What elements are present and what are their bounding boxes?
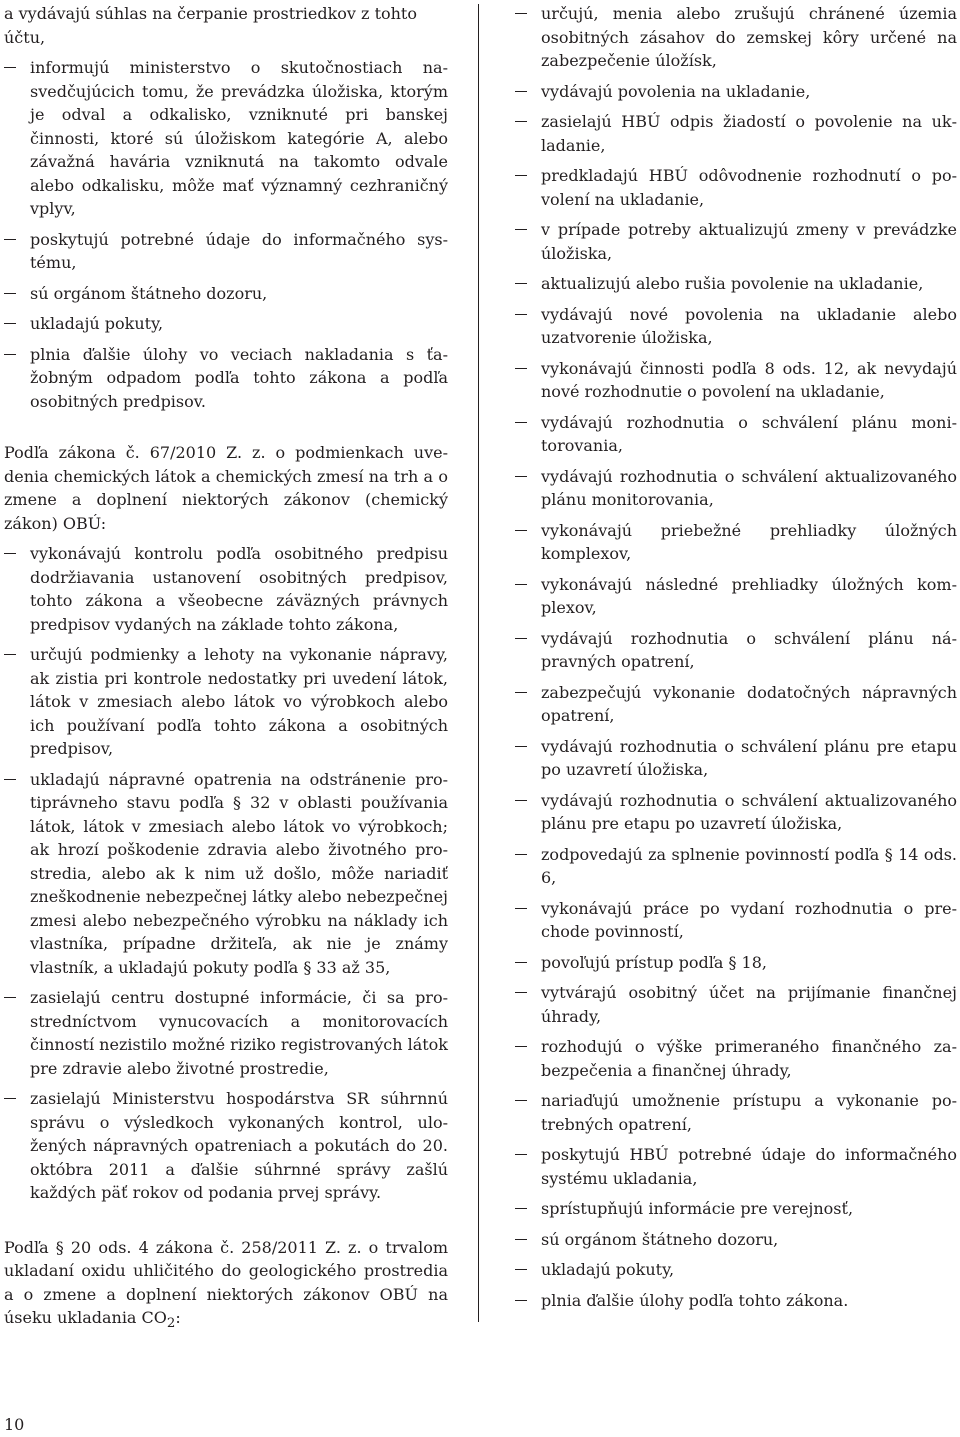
list-item-text: predkladajú HBÚ odôvodnenie rozhodnutí o povolení na ukladanie, xyxy=(541,166,957,209)
list-item-text: nariaďujú umožnenie prístupu a vykonanie potrebných opatrení, xyxy=(541,1091,957,1134)
list-item-text: určujú podmienky a lehoty na vykonanie nápravy, ak zistia pri kontrole nedostatky pri uvedení látok, látok v zmesiach alebo látok vo výrobkoch alebo ich používaní podľa tohto zákona a osobitných predpisov, xyxy=(30,645,448,758)
list-item xyxy=(515,218,957,265)
left-column xyxy=(4,2,448,1336)
dash-bullet xyxy=(515,1154,527,1155)
list-item xyxy=(515,1258,957,1282)
dash-bullet xyxy=(4,323,16,324)
list-item xyxy=(4,343,448,414)
list-item xyxy=(515,1228,957,1252)
list-item-text: vykonávajú priebežné prehliadky úložných komplexov, xyxy=(541,520,957,563)
list-item xyxy=(515,411,957,458)
dash-bullet xyxy=(515,175,527,176)
dash-bullet xyxy=(515,314,527,315)
list-item xyxy=(515,735,957,782)
list-item-text: vydávajú rozhodnutia o schválení plánu pre etapu po uzavretí úložiska, xyxy=(541,736,957,779)
list-item-text: plnia ďalšie úlohy podľa tohto zákona. xyxy=(541,1290,849,1310)
dash-bullet xyxy=(515,422,527,423)
list-item-text: zasielajú Ministerstvu hospodárstva SR súhrnnú správu o výsledkoch vykonaných kontrol, uložených nápravných opatreniach a pokutách do 20. októbra 2011 a ďalšie súhrnné správy zašlú každých päť rokov od podania prvej správy. xyxy=(30,1089,448,1202)
dash-bullet xyxy=(515,638,527,639)
list-item xyxy=(4,768,448,980)
dash-bullet xyxy=(515,283,527,284)
list-item xyxy=(4,228,448,275)
dash-bullet xyxy=(4,779,16,780)
dash-bullet xyxy=(515,992,527,993)
list-item-text: vykonávajú kontrolu podľa osobitného predpisu dodržiavania ustanovení osobitných predpisov, tohto zákona a všeobecne záväzných právnych predpisov vydaných na základe tohto zákona, xyxy=(30,544,448,634)
list-item-text: poskytujú potrebné údaje do informačného systému, xyxy=(30,229,448,272)
list-item-text: poskytujú HBÚ potrebné údaje do informačného systému ukladania, xyxy=(541,1145,957,1188)
list-item-text: ukladajú pokuty, xyxy=(30,314,164,333)
dash-bullet xyxy=(4,354,16,355)
list-item xyxy=(515,1035,957,1082)
list-item xyxy=(515,1089,957,1136)
dash-bullet xyxy=(515,1208,527,1209)
list-item-text: ukladajú nápravné opatrenia na odstránenie protiprávneho stavu podľa § 32 v oblasti používania látok, látok v zmesiach alebo látok vo výrobkoch; ak hrozí poškodenie zdravia alebo životného prostredia, alebo ak k nim už došlo, môže nariadiť zneškodnenie nebezpečnej látky alebo nebezpečnej zmesi alebo nebezpečného výrobku na náklady ich vlastníka, prípadne držiteľa, ak nie je známy vlastník, a ukladajú pokuty podľa § 33 až 35, xyxy=(30,769,448,977)
dash-bullet xyxy=(515,962,527,963)
dash-bullet xyxy=(515,368,527,369)
dash-bullet xyxy=(515,476,527,477)
list-item-text: vydávajú rozhodnutia o schválení aktualizovaného plánu pre etapu po uzavretí úložiska, xyxy=(541,790,957,833)
list-item xyxy=(4,1087,448,1205)
dash-bullet xyxy=(515,1300,527,1301)
list-item xyxy=(4,542,448,636)
list-item xyxy=(515,465,957,512)
list-item-text: v prípade potreby aktualizujú zmeny v prevádzke úložiska, xyxy=(541,220,957,263)
list-item-text: informujú ministerstvo o skutočnostiach nasvedčujúcich tomu, že prevádzka úložiska, ktorým je odval a odkalisko, vzniknuté pri banskej činnosti, ktoré sú úložiskom kategórie A, alebo závažná havária vzniknutá na takomto odvale alebo odkalisku, môže mať významný cezhraničný vplyv, xyxy=(30,58,448,218)
list-item xyxy=(515,1289,957,1313)
page-number: 10 xyxy=(4,1415,25,1434)
list-item xyxy=(515,303,957,350)
list-item-text: vytvárajú osobitný účet na prijímanie finančnej úhrady, xyxy=(541,983,957,1026)
list-item-text: ukladajú pokuty, xyxy=(541,1260,675,1279)
dash-bullet xyxy=(515,121,527,122)
paragraph-chemical-act: Podľa zákona č. 67/2010 Z. z. o podmienkach uvedenia chemických látok a chemických zmesí na trh a o zmene a doplnení niektorých zákonov (chemický zákon) OBÚ: xyxy=(4,443,448,533)
list-item-text: určujú, menia alebo zrušujú chránené územia osobitných zásahov do zemskej kôry určené na zabezpečenie úložísk, xyxy=(541,4,957,70)
dash-bullet xyxy=(515,692,527,693)
list-item xyxy=(515,897,957,944)
paragraph-co2-text: Podľa § 20 ods. 4 zákona č. 258/2011 Z. z. o trvalom ukladaní oxidu uhličitého do geologického prostredia a o zmene a doplnení niektorých zákonov OBÚ na úseku ukladania CO xyxy=(4,1237,448,1327)
list-item xyxy=(4,282,448,306)
obligations-list-3 xyxy=(515,2,957,1312)
list-item xyxy=(515,110,957,157)
list-item xyxy=(515,357,957,404)
dash-bullet xyxy=(515,13,527,14)
dash-bullet xyxy=(515,1239,527,1240)
dash-bullet xyxy=(515,91,527,92)
dash-bullet xyxy=(515,530,527,531)
list-item xyxy=(515,627,957,674)
dash-bullet xyxy=(515,854,527,855)
list-item-text: zasielajú centru dostupné informácie, či sa prostredníctvom vynucovacích a monitorovacích činností nezistilo možné riziko registrovaných látok pre zdravie alebo životné prostredie, xyxy=(30,988,448,1078)
dash-bullet xyxy=(4,67,16,68)
list-item xyxy=(515,951,957,975)
dash-bullet xyxy=(515,1100,527,1101)
list-item-text: zabezpečujú vykonanie dodatočných nápravných opatrení, xyxy=(541,682,957,725)
paragraph-co2-act xyxy=(4,1236,448,1336)
dash-bullet xyxy=(515,584,527,585)
list-item xyxy=(4,986,448,1080)
obligations-list-1 xyxy=(4,56,448,413)
list-item xyxy=(515,80,957,104)
list-item-text: sú orgánom štátneho dozoru, xyxy=(541,1229,779,1249)
list-item-text: rozhodujú o výške primeraného finančného zabezpečenia a finančnej úhrady, xyxy=(541,1037,957,1080)
dash-bullet xyxy=(4,553,16,554)
lead-paragraph: a vydávajú súhlas na čerpanie prostriedkov z tohto účtu, xyxy=(4,4,417,47)
list-item-text: vydávajú povolenia na ukladanie, xyxy=(541,81,811,101)
list-item-text: zasielajú HBÚ odpis žiadostí o povolenie na ukladanie, xyxy=(541,112,957,155)
list-item xyxy=(4,312,448,336)
dash-bullet xyxy=(515,800,527,801)
list-item-text: vydávajú rozhodnutia o schválení plánu nápravných opatrení, xyxy=(541,628,957,671)
right-column xyxy=(515,2,957,1319)
list-item-text: sprístupňujú informácie pre verejnosť, xyxy=(541,1199,854,1218)
dash-bullet xyxy=(4,293,16,294)
dash-bullet xyxy=(4,654,16,655)
column-divider xyxy=(478,4,479,1322)
paragraph-co2-end: : xyxy=(175,1308,181,1327)
list-item-text: vykonávajú činnosti podľa 8 ods. 12, ak nevydajú nové rozhodnutie o povolení na ukladanie, xyxy=(541,358,957,401)
list-item xyxy=(515,1197,957,1221)
list-item-text: aktualizujú alebo rušia povolenie na ukladanie, xyxy=(541,274,924,293)
list-item xyxy=(515,272,957,296)
dash-bullet xyxy=(515,1046,527,1047)
list-item xyxy=(515,573,957,620)
dash-bullet xyxy=(515,229,527,230)
list-item-text: vykonávajú práce po vydaní rozhodnutia o prechode povinností, xyxy=(541,898,957,941)
list-item-text: povoľujú prístup podľa § 18, xyxy=(541,952,767,972)
list-item-text: vydávajú rozhodnutia o schválení plánu monitorovania, xyxy=(541,412,957,455)
dash-bullet xyxy=(515,1269,527,1270)
list-item xyxy=(4,56,448,221)
list-item-text: vydávajú nové povolenia na ukladanie alebo uzatvorenie úložiska, xyxy=(541,304,957,347)
obligations-list-2 xyxy=(4,542,448,1205)
list-item-text: vydávajú rozhodnutia o schválení aktualizovaného plánu monitorovania, xyxy=(541,466,957,509)
list-item xyxy=(515,519,957,566)
dash-bullet xyxy=(515,908,527,909)
co2-subscript: 2 xyxy=(166,1316,176,1332)
list-item xyxy=(4,643,448,761)
list-item xyxy=(515,1143,957,1190)
list-item xyxy=(515,164,957,211)
dash-bullet xyxy=(4,1098,16,1099)
list-item-text: sú orgánom štátneho dozoru, xyxy=(30,283,268,303)
list-item-text: plnia ďalšie úlohy vo veciach nakladania s ťažobným odpadom podľa tohto zákona a podľa osobitných predpisov. xyxy=(30,344,448,411)
list-item xyxy=(515,2,957,73)
list-item xyxy=(515,681,957,728)
list-item xyxy=(515,981,957,1028)
dash-bullet xyxy=(4,997,16,998)
list-item xyxy=(515,789,957,836)
dash-bullet xyxy=(515,746,527,747)
list-item-text: vykonávajú následné prehliadky úložných komplexov, xyxy=(541,574,957,617)
list-item xyxy=(515,843,957,890)
list-item-text: zodpovedajú za splnenie povinností podľa § 14 ods. 6, xyxy=(541,844,957,887)
dash-bullet xyxy=(4,239,16,240)
